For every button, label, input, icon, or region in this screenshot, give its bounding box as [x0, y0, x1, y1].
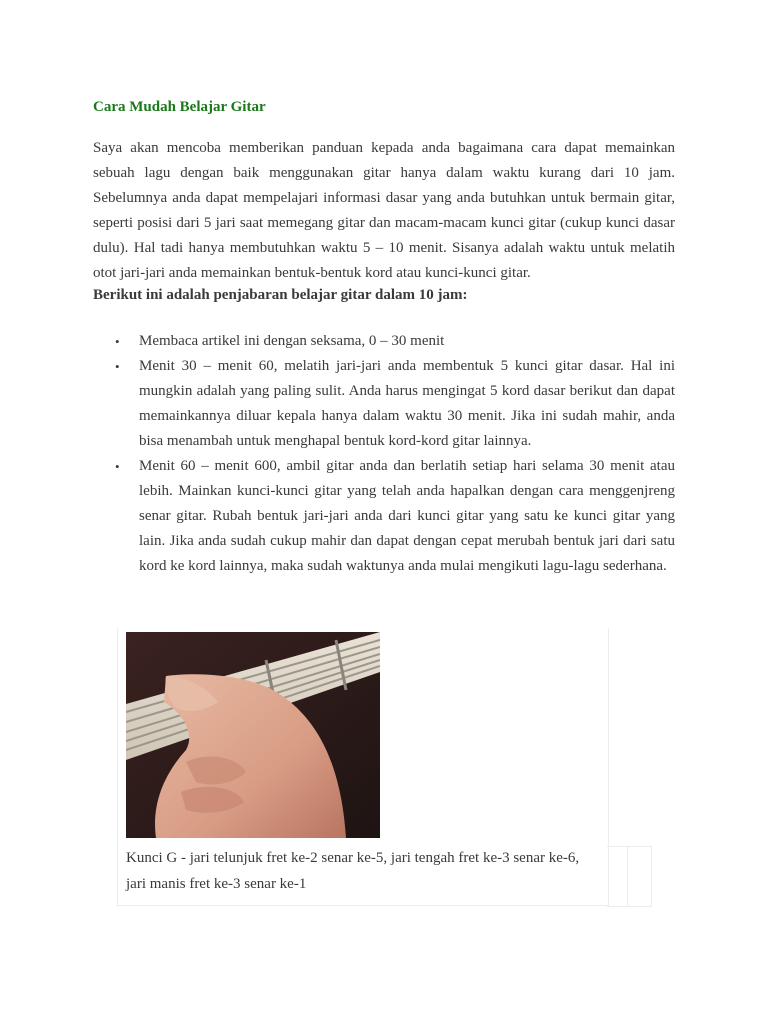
list-item: [93, 329, 675, 354]
list-item-text: Menit 30 – menit 60, melatih jari-jari anda membentuk 5 kunci gitar dasar. Hal ini mungkin adalah yang paling sulit. Anda harus mengingat 5 kord dasar berikut dan dapat memainkannya diluar kepala hanya dalam waktu 30 menit. Jika ini sudah mahir, anda bisa menambah untuk menghapal bentuk kord-kord gitar lainnya.: [139, 358, 675, 449]
bullet-icon: •: [115, 334, 120, 349]
guitar-chord-photo: [126, 632, 380, 838]
intro-paragraph: Saya akan mencoba memberikan panduan kepada anda bagaimana cara dapat memainkan sebuah lagu dengan baik menggunakan gitar hanya dalam waktu kurang dari 10 jam. Sebelumnya anda dapat mempelajari informasi dasar yang anda butuhkan untuk bermain gitar, seperti posisi dari 5 jari saat memegang gitar dan macam-macam kunci gitar (cukup kunci dasar dulu). Hal tadi hanya membutuhkan waktu 5 – 10 menit. Sisanya adalah waktu untuk melatih otot jari-jari anda memainkan bentuk-bentuk kord atau kunci-kunci gitar.: [93, 140, 675, 281]
steps-list: [93, 329, 675, 579]
list-item: [93, 354, 675, 454]
figure-side-cells: [607, 846, 652, 907]
list-item-text: Menit 60 – menit 600, ambil gitar anda dan berlatih setiap hari selama 30 menit atau lebih. Mainkan kunci-kunci gitar yang telah anda hapalkan dengan cara menggenjreng senar gitar. Rubah bentuk jari-jari anda dari kunci gitar yang satu ke kunci gitar yang lain. Jika anda sudah cukup mahir dan dapat dengan cepat merubah bentuk jari dari satu kord ke kord lainnya, maka sudah waktunya anda mulai mengikuti lagu-lagu sederhana.: [139, 458, 675, 574]
article-title: Cara Mudah Belajar Gitar: [93, 99, 266, 115]
list-item-text: Membaca artikel ini dengan seksama, 0 – 30 menit: [139, 333, 445, 349]
bullet-icon: •: [115, 459, 120, 474]
list-item: [93, 454, 675, 579]
figure-caption: Kunci G - jari telunjuk fret ke-2 senar ke-5, jari tengah fret ke-3 senar ke-6, jari manis fret ke-3 senar ke-1: [126, 850, 580, 892]
section-subheading: Berikut ini adalah penjabaran belajar gitar dalam 10 jam:: [93, 287, 468, 303]
bullet-icon: •: [115, 359, 120, 374]
